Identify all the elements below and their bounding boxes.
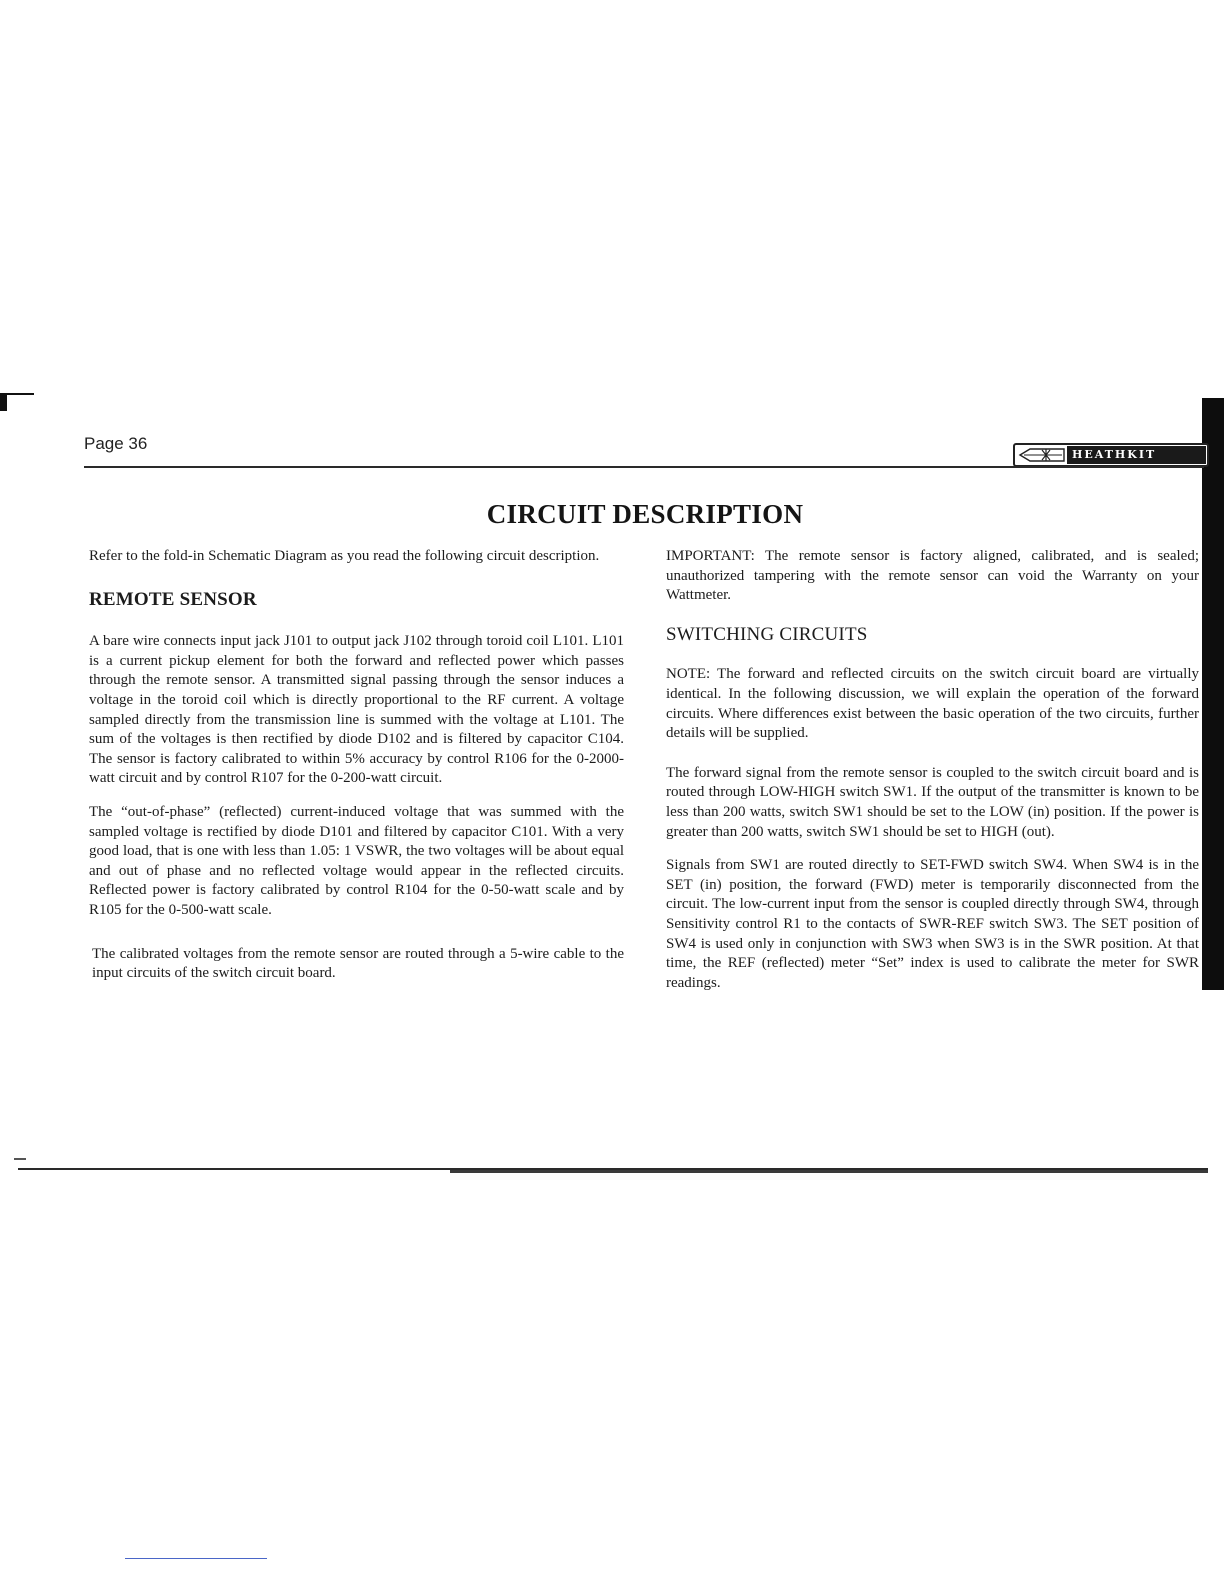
- section-heading-switching-circuits: SWITCHING CIRCUITS: [666, 623, 868, 645]
- paragraph-remote-sensor-2: The “out-of-phase” (reflected) current-induced voltage that was summed with the sampled voltage is rectified by diode D101 and filtered by capacitor C101. With a very good load, that is one with less than 1.05: 1 VSWR, the two voltages will be about equal and out of phase and no reflected voltage would appear in the reflected circuits. Reflected power is factory calibrated by control R104 for the 0-50-watt scale and by R105 for the 0-500-watt scale.: [89, 803, 624, 918]
- paragraph-switching-forward: The forward signal from the remote sensor is coupled to the switch circuit board and is routed through LOW-HIGH switch SW1. If the output of the transmitter is known to be less than 200 watts, switch SW1 should be set to the LOW (in) position. If the power is greater than 200 watts, switch SW1 should be set to HIGH (out).: [666, 764, 1199, 840]
- footer-rule-shadow: [450, 1170, 1208, 1173]
- header-rule: [84, 466, 1204, 468]
- paragraph-switching-note: NOTE: The forward and reflected circuits on the switch circuit board are virtually identical. In the following discussion, we will explain the operation of the forward circuits. Where differences exist between the basic operation of the two circuits, further details will be supplied.: [666, 666, 1199, 742]
- scan-artifact-line: [125, 1558, 267, 1559]
- paragraph-remote-sensor-3: The calibrated voltages from the remote sensor are routed through a 5-wire cable to the input circuits of the switch circuit board.: [92, 945, 624, 982]
- section-heading-remote-sensor: REMOTE SENSOR: [89, 588, 257, 610]
- crop-mark-bottom-left: [14, 1158, 26, 1160]
- left-column: [89, 547, 624, 984]
- heathkit-emblem-icon: [1018, 447, 1066, 463]
- intro-paragraph: Refer to the fold-in Schematic Diagram as you read the following circuit description.: [89, 548, 600, 564]
- brand-wordmark: HEATHKIT: [1067, 446, 1206, 464]
- right-column: [666, 547, 1199, 993]
- paragraph-switching-signals: Signals from SW1 are routed directly to SET-FWD switch SW4. When SW4 is in the SET (in) position, the forward (FWD) meter is temporarily disconnected from the circuit. The low-current input from the sensor is coupled directly through SW4, through Sensitivity control R1 to the contacts of SWR-REF switch SW3. The SET position of SW4 is used only in conjunction with SW3 when SW3 is in the SWR position. At that time, the REF (reflected) meter “Set” index is used to calibrate the meter for SWR readings.: [666, 857, 1199, 991]
- paragraph-remote-sensor-1: A bare wire connects input jack J101 to output jack J102 through toroid coil L101. L101 is a current pickup element for both the forward and reflected power which passes through the remote sensor. A transmitted signal passing through the sensor induces a voltage in the toroid coil which is directly proportional to the RF current. A voltage sampled directly from the transmission line is summed with the voltage at L101. The sum of the voltages is then rectified by diode D102 and is filtered by capacitor C104. The sensor is factory calibrated to within 5% accuracy by control R106 for the 0-2000-watt circuit and by control R107 for the 0-200-watt circuit.: [89, 633, 624, 787]
- page-title: CIRCUIT DESCRIPTION: [486, 499, 804, 529]
- page-edge-shadow: [1202, 398, 1224, 990]
- important-note: IMPORTANT: The remote sensor is factory aligned, calibrated, and is sealed; unauthorized tampering with the remote sensor can void the Warranty on your Wattmeter.: [666, 548, 1199, 604]
- crop-mark-top-left: [0, 393, 34, 413]
- brand-logo: [1013, 443, 1209, 467]
- page-number: Page 36: [84, 434, 148, 453]
